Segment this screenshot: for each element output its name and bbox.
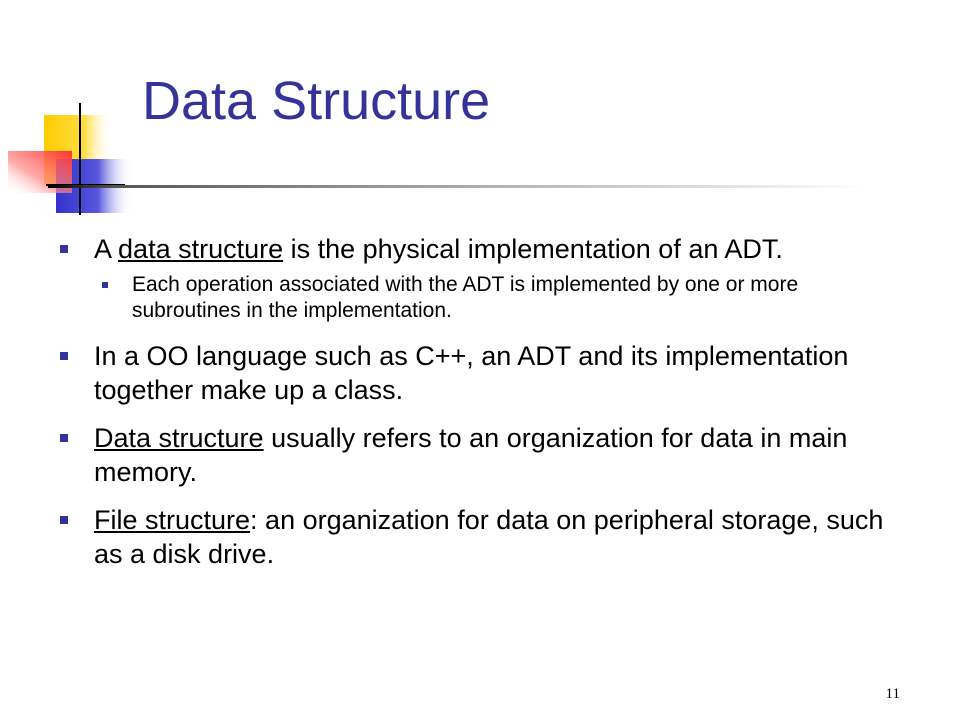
bullet-item-main-memory	[56, 421, 896, 489]
item-text-prefix: A	[94, 234, 119, 264]
square-bullet-icon	[60, 434, 68, 442]
term-file-structure: File structure	[94, 504, 251, 535]
logo-decoration-icon	[0, 95, 140, 220]
bullet-item-file-structure	[56, 503, 896, 571]
sub-bullet-list	[94, 272, 896, 325]
sub-item-text: Each operation associated with the ADT is implemented by one or more subroutines in the implementation.	[132, 273, 799, 323]
square-bullet-icon	[60, 245, 68, 253]
item-text: usually refers to an organization for data in main memory.	[94, 422, 848, 487]
page-number: 11	[885, 686, 900, 702]
slide-title: Data Structure	[142, 71, 491, 131]
square-bullet-icon	[60, 352, 68, 360]
bullet-list	[56, 232, 896, 571]
item-text: : an organization for data on peripheral storage, such as a disk drive.	[94, 504, 884, 569]
bullet-item-data-structure	[56, 232, 896, 325]
title-underline	[48, 185, 868, 188]
item-text: is the physical implementation of an ADT.	[283, 234, 783, 264]
term-data-structure: data structure	[118, 234, 284, 264]
square-bullet-icon	[60, 516, 68, 524]
term-data-structure: Data structure	[94, 422, 264, 453]
sub-bullet-item	[94, 272, 896, 325]
bullet-item-oo-language	[56, 339, 896, 407]
square-bullet-icon	[102, 282, 108, 288]
item-text: In a OO language such as C++, an ADT and its implementation together make up a class.	[94, 340, 849, 405]
